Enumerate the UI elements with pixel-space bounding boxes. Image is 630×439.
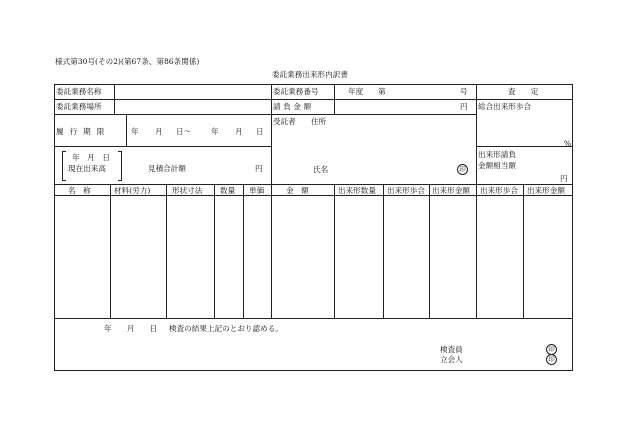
assessment-label: 査 定 (508, 87, 539, 96)
col-header-name: 名 称 (68, 186, 91, 195)
total-progress-label: 総合出来形歩合 (478, 102, 532, 111)
col-divider (214, 184, 215, 318)
start-day: 日〜 (176, 127, 192, 136)
end-day: 日 (256, 127, 264, 136)
inspection-date: 年 月 日 (104, 324, 158, 333)
contractor-name-label: 氏名 (313, 165, 329, 174)
estimate-yen: 円 (255, 164, 263, 173)
row-divider-4 (54, 184, 572, 185)
col-header-progress-quantity: 出来形数量 (338, 186, 376, 195)
period-label: 履行期限 (56, 127, 111, 136)
col-header-amount: 金 額 (286, 186, 309, 195)
col-header-material: 材料(労力) (114, 186, 151, 195)
col-header-progress-rate: 出来形歩合 (387, 186, 425, 195)
start-year: 年 (131, 127, 139, 136)
inspection-statement: 検査の結果上記のとおり認める。 (169, 324, 283, 333)
col-divider (523, 184, 524, 318)
form-title: 委託業務出来形内訳書 (272, 70, 348, 79)
col-divider (243, 184, 244, 318)
row-divider-2 (54, 114, 476, 115)
witness-label: 立会人 (440, 355, 463, 364)
col-divider (476, 184, 477, 318)
col-divider (383, 184, 384, 318)
seal-mark: 印 (457, 164, 468, 175)
col-divider (271, 184, 272, 318)
end-month: 月 (235, 127, 243, 136)
col-header-shape: 形状寸法 (172, 186, 203, 195)
bracket-right (118, 151, 122, 181)
col-header-assessed-amount: 出来形金額 (527, 186, 565, 195)
col-divider (429, 184, 430, 318)
equivalent-amount-label: 金額相当額 (478, 161, 516, 170)
claim-yen: 円 (560, 174, 568, 183)
col-header-progress-amount: 出来形金額 (432, 186, 470, 195)
as-of-date-label: 年 月 日 (72, 153, 110, 162)
center-divider (271, 84, 272, 195)
dai-label: 第 (378, 87, 386, 96)
row-divider-3b (476, 146, 572, 147)
label-divider-top (114, 84, 115, 114)
percent-sign: % (564, 139, 572, 148)
col-divider (110, 184, 111, 318)
inspector-label: 検査員 (440, 345, 463, 354)
estimate-total-label: 見積合計額 (148, 164, 186, 173)
amount-yen: 円 (460, 102, 468, 111)
contractor-address-label: 受託者 住所 (273, 117, 327, 126)
bracket-left (62, 151, 66, 181)
business-location-label: 委託業務場所 (56, 102, 102, 111)
form-number: 様式第30号(その2)(第67条、第86条関係) (55, 57, 200, 66)
business-name-label: 委託業務名称 (56, 87, 102, 96)
progress-claim-label: 出来形請負 (478, 150, 516, 159)
contract-amount-label: 請負金額 (273, 102, 314, 111)
witness-seal: 印 (546, 354, 557, 365)
inspector-seal: 印 (546, 344, 557, 355)
number-divider (334, 84, 335, 114)
right-divider (476, 84, 477, 195)
table-bottom (54, 318, 572, 319)
col-header-quantity: 数量 (220, 186, 236, 195)
period-divider (126, 114, 127, 146)
col-divider (166, 184, 167, 318)
start-month: 月 (155, 127, 163, 136)
col-header-assessed-rate: 出来形歩合 (480, 186, 518, 195)
row-divider-1 (54, 99, 572, 100)
go-label: 号 (460, 87, 468, 96)
col-header-unit-price: 単価 (249, 186, 265, 195)
current-progress-label: 現在出来高 (68, 164, 106, 173)
end-year: 年 (211, 127, 219, 136)
header-row-bottom (54, 195, 572, 196)
business-number-label: 委託業務番号 (273, 87, 319, 96)
fiscal-year-label: 年度 (348, 87, 364, 96)
row-divider-3 (54, 146, 271, 147)
col-divider (334, 184, 335, 318)
